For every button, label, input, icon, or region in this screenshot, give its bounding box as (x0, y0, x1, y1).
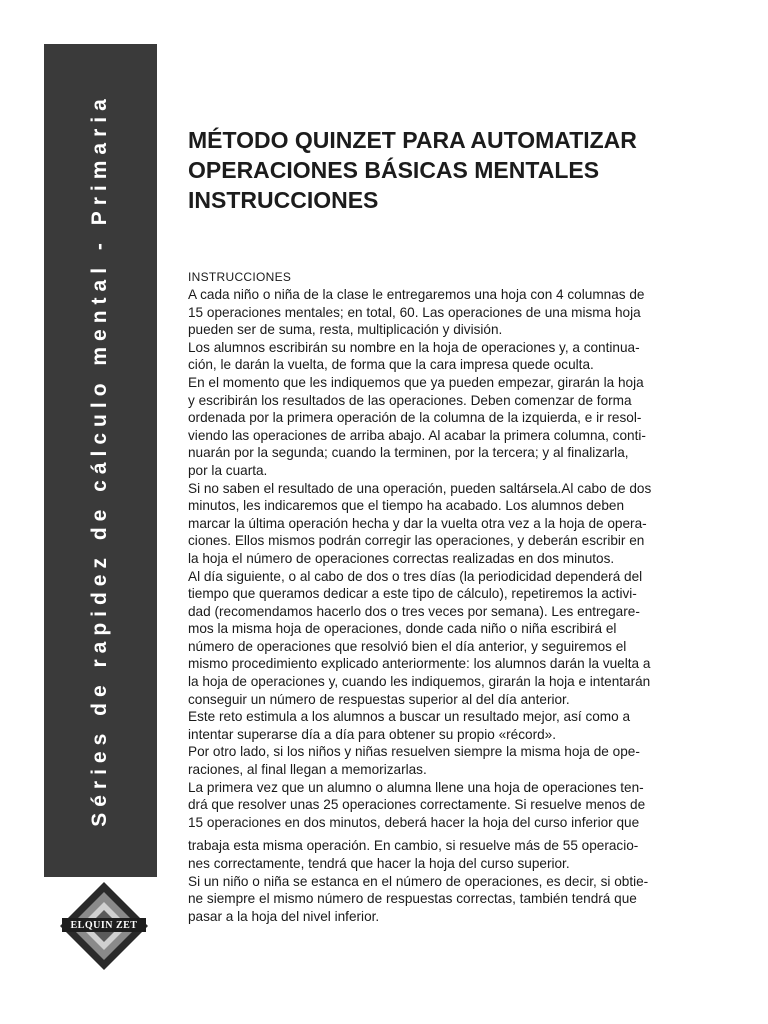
body-line: intentar superarse día a día para obtener su propio «récord». (188, 726, 557, 742)
body-line: por la cuarta. (188, 462, 268, 478)
body-line: Al día siguiente, o al cabo de dos o tres días (la periodicidad dependerá del (188, 568, 643, 584)
body-line: mos la misma hoja de operaciones, donde cada niño o niña escribirá el (188, 621, 617, 637)
body-line: mismo procedimiento explicado anteriormente: los alumnos darán la vuelta a (188, 656, 651, 672)
body-line: ción, le darán la vuelta, de forma que la cara impresa quede oculta. (188, 357, 594, 373)
instructions-body (188, 286, 728, 925)
body-line: En el momento que les indiquemos que ya pueden empezar, girarán la hoja (188, 374, 644, 390)
body-line: viendo las operaciones de arriba abajo. Al acabar la primera columna, conti- (188, 427, 646, 443)
body-line: y escribirán los resultados de las operaciones. Deben comenzar de forma (188, 392, 632, 408)
body-line: conseguir un número de respuestas superior al del día anterior. (188, 691, 570, 707)
body-line: nuarán por la segunda; cuando la terminen, por la tercera; y al finalizarla, (188, 445, 629, 461)
title-line-2: OPERACIONES BÁSICAS MENTALES (188, 157, 600, 183)
body-line: nes correctamente, tendrá que hacer la hoja del curso superior. (188, 856, 570, 871)
body-line: trabaja esta misma operación. En cambio, si resuelve más de 55 operacio- (188, 838, 639, 854)
body-line: raciones, al final llegan a memorizarlas. (188, 762, 427, 778)
body-line: tiempo que queramos dedicar a este tipo de cálculo), repetiremos la activi- (188, 586, 637, 602)
body-line: La primera vez que un alumno o alumna llene una hoja de operaciones ten- (188, 779, 644, 795)
body-line: dad (recomendamos hacerlo dos o tres veces por semana). Les entregare- (188, 603, 640, 619)
body-line: pasar a la hoja del nivel inferior. (188, 908, 380, 924)
body-line: número de operaciones que resolvió bien el día anterior, y seguiremos el (188, 638, 627, 654)
body-line: drá que resolver unas 25 operaciones correctamente. Si resuelve menos de (188, 797, 646, 813)
body-line: pueden ser de suma, resta, multiplicación y división. (188, 322, 503, 338)
body-line: ordenada por la primera operación de la columna de la izquierda, e ir resol- (188, 410, 642, 426)
body-line: Este reto estimula a los alumnos a buscar un resultado mejor, así como a (188, 709, 631, 725)
section-label: INSTRUCCIONES (188, 270, 292, 284)
body-line: Los alumnos escribirán su nombre en la hoja de operaciones y, a continua- (188, 339, 640, 355)
body-line: la hoja el número de operaciones correctas realizadas en dos minutos. (188, 550, 615, 566)
body-line: Si un niño o niña se estanca en el número de operaciones, es decir, si obtie- (188, 873, 649, 889)
body-line: minutos, les indicaremos que el tiempo ha acabado. Los alumnos deben (188, 498, 625, 514)
body-line: Por otro lado, si los niños y niñas resuelven siempre la misma hoja de ope- (188, 744, 640, 760)
sidebar-vertical-title: Séries de rapidez de cálculo mental - Primaria (88, 93, 111, 827)
body-line: 15 operaciones mentales; en total, 60. Las operaciones de una misma hoja (188, 304, 641, 320)
body-line: la hoja de operaciones y, cuando les indiquemos, girarán la hoja e intentarán (188, 674, 651, 690)
body-line: 15 operaciones en dos minutos, deberá hacer la hoja del curso inferior que (188, 814, 640, 830)
page-title (188, 125, 748, 215)
body-line: Si no saben el resultado de una operación, pueden saltársela.Al cabo de dos (188, 480, 652, 496)
body-line: ne siempre el mismo número de respuestas correctas, también tendrá que (188, 891, 637, 907)
body-line: marcar la última operación hecha y dar la vuelta otra vez a la hoja de opera- (188, 515, 647, 531)
logo-text: ELQUIN ZET (70, 920, 138, 931)
body-line: ciones. Ellos mismos podrán corregir las operaciones, y deberán escribir en (188, 533, 645, 549)
body-line: A cada niño o niña de la clase le entregaremos una hoja con 4 columnas de (188, 287, 645, 302)
title-line-3: INSTRUCCIONES (188, 187, 379, 213)
title-line-1: MÉTODO QUINZET PARA AUTOMATIZAR (188, 127, 637, 153)
